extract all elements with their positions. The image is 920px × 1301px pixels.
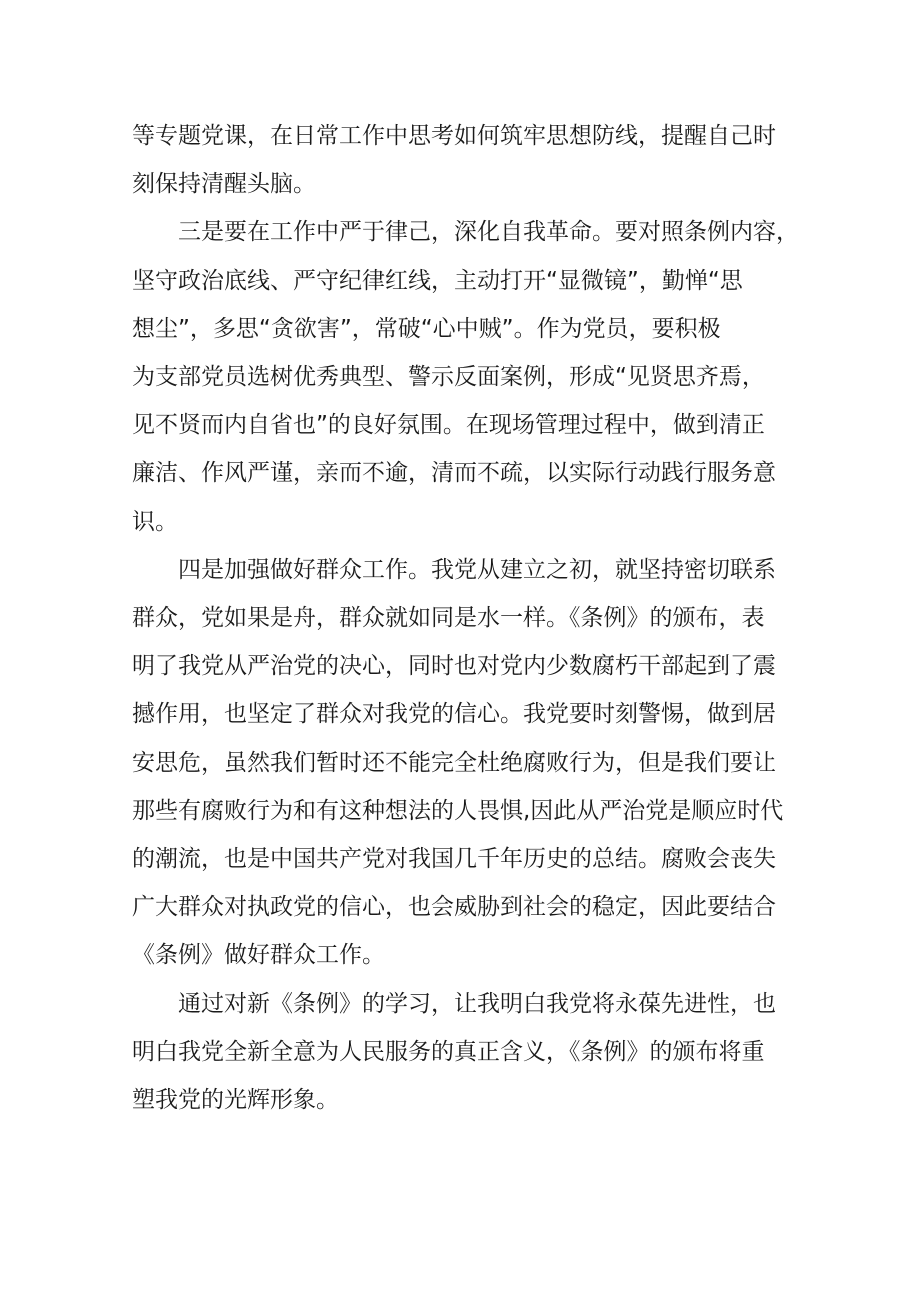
text-line: 廉洁、作风严谨，亲而不逾，清而不疏，以实际行动践行服务意 — [132, 460, 776, 487]
text-line: 明了我党从严治党的决心，同时也对党内少数腐朽干部起到了震 — [132, 653, 776, 680]
text-line: 的潮流，也是中国共产党对我国几千年历史的总结。腐败会丧失 — [132, 846, 776, 873]
text-line: 刻保持清醒头脑。 — [132, 171, 316, 198]
text-line: 为支部党员选树优秀典型、警示反面案例，形成“见贤思齐焉， — [132, 364, 765, 391]
text-line: 通过对新《条例》的学习，让我明白我党将永葆先进性，也 — [178, 990, 776, 1017]
paragraph-4 — [132, 980, 792, 1125]
text-line: 三是要在工作中严于律己，深化自我革命。要对照条例内容， — [178, 219, 799, 246]
text-line: 识。 — [132, 508, 178, 535]
text-line: 明白我党全新全意为人民服务的真正含义，《条例》的颁布将重 — [132, 1038, 765, 1065]
paragraph-2 — [132, 208, 799, 545]
text-line: 塑我党的光辉形象。 — [132, 1087, 339, 1114]
text-line: 群众，党如果是舟，群众就如同是水一样。《条例》的颁布，表 — [132, 605, 765, 632]
text-line: 《条例》做好群众工作。 — [132, 942, 385, 969]
text-line: 想尘”，多思“贪欲害”，常破“心中贼”。作为党员，要积极 — [132, 315, 721, 342]
text-line: 撼作用，也坚定了群众对我党的信心。我党要时刻警惕，做到居 — [132, 701, 776, 728]
text-line: 等专题党课，在日常工作中思考如何筑牢思想防线，提醒自己时 — [132, 123, 776, 149]
text-line: 安思危，虽然我们暂时还不能完全杜绝腐败行为，但是我们要让 — [132, 749, 776, 776]
document-body — [132, 112, 799, 1124]
text-line: 见不贤而内自省也”的良好氛围。在现场管理过程中，做到清正 — [132, 412, 765, 439]
text-line: 四是加强做好群众工作。我党从建立之初，就坚持密切联系 — [178, 556, 776, 583]
paragraph-3 — [132, 546, 792, 980]
text-line: 坚守政治底线、严守纪律红线，主动打开“显微镜”，勤惮“思 — [132, 267, 743, 294]
paragraph-1 — [132, 112, 792, 208]
text-line: 那些有腐败行为和有这种想法的人畏惧,因此从严治党是顺应时代 — [132, 797, 784, 824]
text-line: 广大群众对执政党的信心，也会威胁到社会的稳定，因此要结合 — [132, 894, 776, 921]
